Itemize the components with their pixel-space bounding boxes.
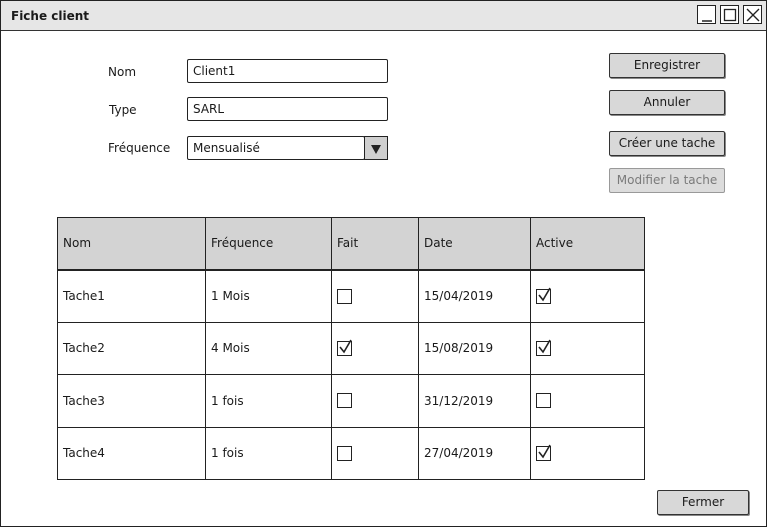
column-header-nom[interactable]: Nom [58,218,206,270]
title-bar [1,1,766,31]
active-cell [531,322,645,375]
table-row[interactable] [58,270,645,323]
task-date-cell-text: 31/12/2019 [424,393,494,408]
frequence-label: Fréquence [108,141,171,155]
task-frequence-cell [206,427,332,480]
maximize-button[interactable] [720,5,739,24]
column-header-frequence[interactable]: Fréquence [206,218,332,270]
maximize-icon [721,6,740,25]
nom-field[interactable] [187,59,388,83]
active-checkbox[interactable] [536,341,551,356]
task-date-cell [419,322,531,375]
task-name-cell [58,427,206,480]
close-button[interactable] [743,5,762,24]
table-header-row [58,218,645,270]
save-button[interactable]: Enregistrer [609,53,725,78]
checkmark-icon [337,338,353,354]
task-name-cell [58,322,206,375]
task-name-cell-text: Tache3 [63,393,105,408]
task-date-cell-text: 15/08/2019 [424,341,494,356]
fait-checkbox[interactable] [337,446,352,461]
task-date-cell [419,270,531,323]
active-cell [531,427,645,480]
task-name-cell-text: Tache4 [63,446,105,461]
frequence-select[interactable]: Mensualisé [187,136,365,160]
fait-cell [332,375,419,428]
task-frequence-cell-text: 4 Mois [211,341,250,356]
dropdown-arrow-icon [371,145,383,155]
task-date-cell-text: 27/04/2019 [424,446,494,461]
tasks-table [57,217,645,480]
task-frequence-cell [206,375,332,428]
task-frequence-cell-text: 1 Mois [211,289,250,303]
task-name-cell [58,270,206,323]
active-checkbox[interactable] [536,393,551,408]
active-checkbox[interactable] [536,446,551,461]
minimize-icon [698,6,717,25]
active-cell [531,270,645,323]
task-frequence-cell [206,270,332,323]
column-header-active[interactable]: Active [531,218,645,270]
frequence-dropdown-button[interactable] [364,136,388,160]
fait-cell [332,427,419,480]
type-field[interactable] [187,97,388,121]
edit-task-button[interactable]: Modifier la tache [609,168,725,193]
type-label: Type [109,103,137,117]
create-task-button[interactable]: Créer une tache [609,131,725,156]
minimize-button[interactable] [697,5,716,24]
window-title: Fiche client [11,9,90,23]
task-name-cell [58,375,206,428]
fait-checkbox[interactable] [337,289,352,304]
task-date-cell [419,375,531,428]
fait-checkbox[interactable] [337,393,352,408]
checkmark-icon [536,443,552,459]
close-icon [744,6,763,25]
task-frequence-cell-text: 1 fois [211,446,244,461]
task-name-cell-text: Tache1 [63,289,105,303]
fait-cell [332,322,419,375]
checkmark-icon [536,338,552,354]
task-frequence-cell-text: 1 fois [211,393,244,408]
cancel-button[interactable]: Annuler [609,90,725,115]
active-cell [531,375,645,428]
task-frequence-cell [206,322,332,375]
table-row[interactable] [58,375,645,428]
column-header-date[interactable]: Date [419,218,531,270]
checkmark-icon [536,286,552,302]
nom-label: Nom [108,65,137,79]
fait-checkbox[interactable] [337,341,352,356]
table-row[interactable] [58,322,645,375]
task-date-cell-text: 15/04/2019 [424,289,494,303]
task-date-cell [419,427,531,480]
tasks-table-body [58,270,645,480]
close-form-button[interactable]: Fermer [657,490,749,515]
active-checkbox[interactable] [536,289,551,304]
table-row[interactable] [58,427,645,480]
column-header-fait[interactable]: Fait [332,218,419,270]
task-name-cell-text: Tache2 [63,341,105,356]
fait-cell [332,270,419,323]
